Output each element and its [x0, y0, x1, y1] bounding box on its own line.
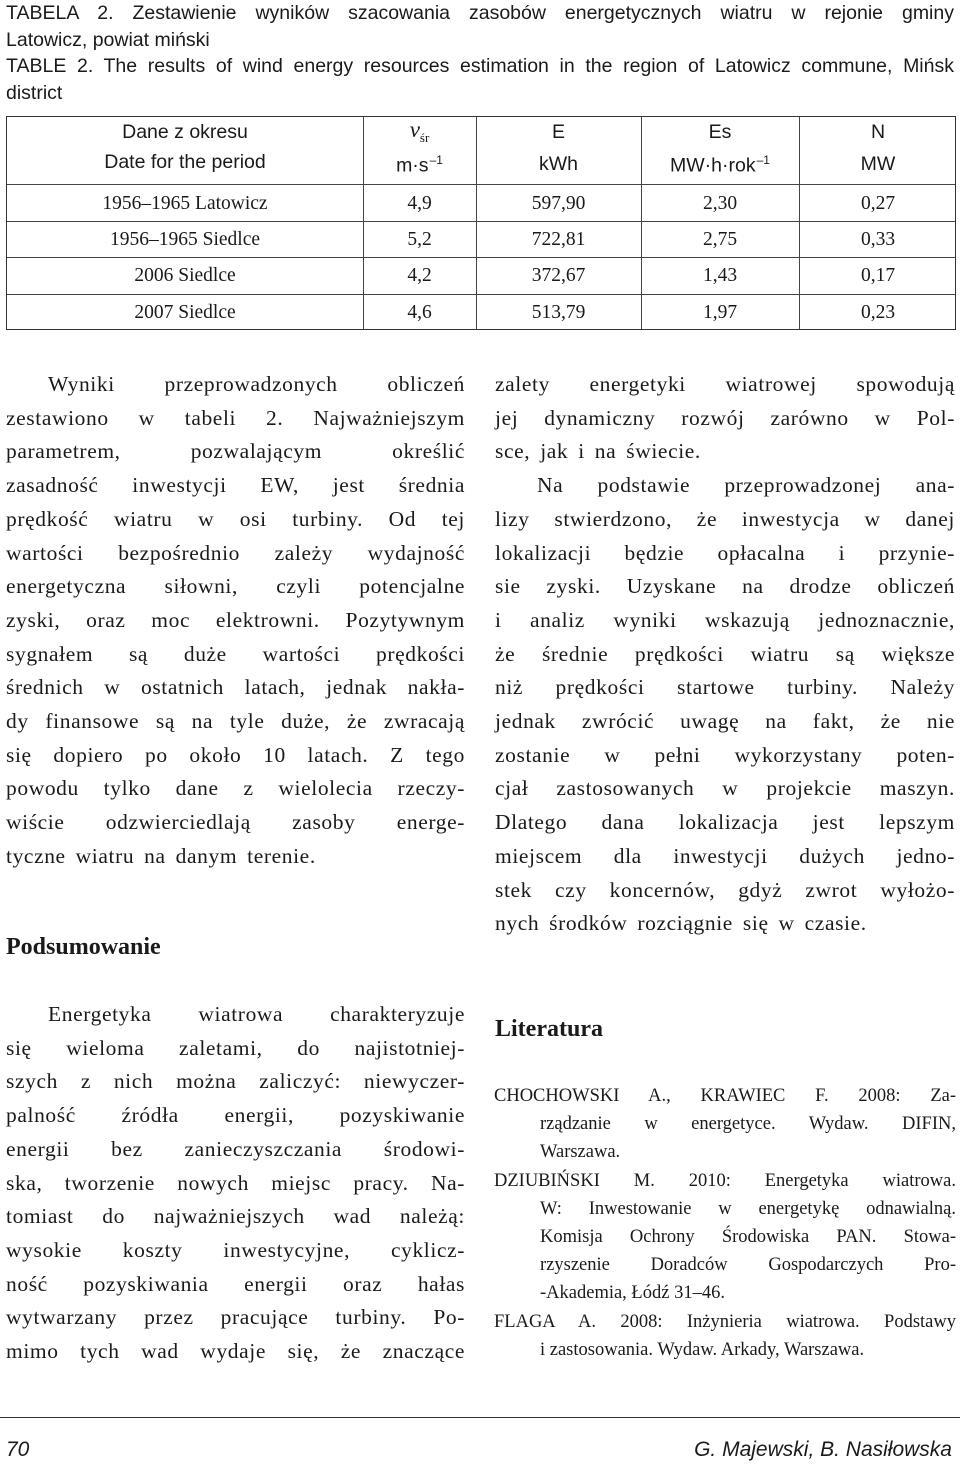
text-line: sce, jak i na świecie. [495, 439, 701, 464]
text-line: prędkość wiatru w osi turbiny. Od tej [6, 506, 465, 531]
table-divider [799, 117, 800, 329]
table-cell-es: 1,43 [702, 265, 738, 286]
table-cell-n: 0,27 [860, 193, 896, 214]
text-line: wartości bezpośrednio zależy wydajność [6, 540, 465, 565]
page-number: 70 [6, 1438, 30, 1461]
reference-item [494, 1308, 956, 1364]
header-e-unit: kWh [539, 153, 578, 175]
table-cell-n: 0,17 [860, 265, 896, 286]
table-cell-es: 2,75 [702, 229, 738, 250]
header-es: Es [708, 121, 732, 143]
text-line: powodu tylko dane z wielolecia rzeczy- [6, 776, 465, 801]
text-line: że średnie prędkości wiatru są większe [495, 641, 955, 666]
table-cell-e: 597,90 [531, 193, 586, 214]
table-divider [7, 257, 955, 258]
table-caption-en [6, 53, 954, 106]
reference-line: CHOCHOWSKI A., KRAWIEC F. 2008: Za- [494, 1086, 956, 1106]
table-cell-period: 2006 Siedlce [134, 265, 236, 286]
header-n: N [870, 121, 886, 143]
table-divider [7, 221, 955, 222]
text-line: sygnałem są duże wartości prędkości [6, 641, 465, 666]
text-line: energii bez zanieczyszczania środowi- [6, 1136, 465, 1161]
header-period-en: Date for the period [104, 151, 266, 173]
table-cell-e: 513,79 [531, 302, 586, 323]
text-line: tyczne wiatru na danym terenie. [6, 843, 316, 868]
header-v: $v_{śr}$ [409, 117, 430, 145]
right-column-paragraph [495, 368, 955, 941]
table-cell-v: 5,2 [407, 229, 432, 250]
reference-line: Warszawa. [540, 1142, 621, 1163]
summary-paragraph [6, 998, 465, 1369]
footer-authors: G. Majewski, B. Nasiłowska [694, 1438, 952, 1461]
text-line: się dopiero po około 10 latach. Z tego [6, 742, 465, 767]
left-column-paragraph [6, 368, 465, 874]
table-divider [476, 117, 477, 329]
text-line: wysokie koszty inwestycyjne, cyklicz- [6, 1237, 465, 1262]
table-cell-e: 722,81 [531, 229, 586, 250]
table-cell-period: 1956–1965 Siedlce [109, 229, 261, 250]
table-divider [7, 184, 955, 185]
reference-list [494, 1082, 956, 1364]
text-line: parametrem, pozwalającym określić [6, 439, 465, 464]
text-line: lizy stwierdzono, że inwestycja w danej [495, 506, 955, 531]
text-line: szych z nich można zaliczyć: niewyczer- [6, 1069, 465, 1094]
text-line: sie zyski. Uzyskane na drodze obliczeń [495, 574, 955, 599]
table-cell-period: 1956–1965 Latowicz [102, 193, 268, 214]
reference-item [494, 1167, 956, 1308]
header-v-unit: $m\cdot s^{-1}$ [396, 153, 443, 177]
text-line: Dlatego dana lokalizacja jest lepszym [495, 810, 955, 835]
text-line: zostanie w pełni wykorzystany poten- [495, 742, 955, 767]
text-line: wiście odzwierciedlają zasoby energe- [6, 810, 465, 835]
text-line: średnich w ostatnich latach, jednak nakła- [6, 675, 465, 700]
table-cell-v: 4,6 [407, 302, 432, 323]
text-line: palność źródła energii, pozyskiwanie [6, 1103, 465, 1128]
reference-item [494, 1082, 956, 1167]
table-cell-n: 0,23 [860, 302, 896, 323]
reference-line: DZIUBIŃSKI M. 2010: Energetyka wiatrowa. [494, 1170, 956, 1191]
table-cell-period: 2007 Siedlce [134, 302, 236, 323]
header-e: E [551, 121, 565, 143]
text-line: Wyniki przeprowadzonych obliczeń [48, 372, 465, 396]
table-cell-n: 0,33 [860, 229, 896, 250]
reference-line: FLAGA A. 2008: Inżynieria wiatrowa. Podstawy [494, 1311, 956, 1332]
text-line: wytwarzany przez pracujące turbiny. Po- [6, 1305, 465, 1330]
caption-line: TABLE 2. The results of wind energy resources estimation in the region of Latowicz commune, Mińsk [6, 55, 954, 77]
table-divider [363, 117, 364, 329]
text-line: nych środków rozciągnie się w czasie. [495, 911, 867, 936]
text-line: energetyczna siłowni, czyli potencjalne [6, 574, 465, 599]
text-line: dy finansowe są na tyle duże, że zwracają [6, 709, 465, 734]
footer-rule [0, 1417, 960, 1418]
header-n-unit: MW [860, 153, 896, 175]
results-table [6, 116, 956, 330]
caption-line: TABELA 2. Zestawienie wyników szacowania zasobów energetycznych wiatru w rejonie gminy [6, 2, 954, 24]
table-divider [7, 294, 955, 295]
reference-line: Komisja Ochrony Środowiska PAN. Stowa- [540, 1227, 956, 1248]
text-line: cjał zastosowanych w projekcie maszyn. [495, 776, 955, 801]
text-line: miejscem dla inwestycji dużych jedno- [495, 843, 955, 868]
text-line: ska, tworzenie nowych miejsc pracy. Na- [6, 1170, 465, 1195]
caption-line: district [6, 81, 63, 104]
reference-line: rzyszenie Doradców Gospodarczych Pro- [540, 1255, 956, 1276]
reference-line: -Akademia, Łódź 31–46. [540, 1283, 725, 1304]
table-cell-v: 4,9 [407, 193, 432, 214]
reference-line: rządzanie w energetyce. Wydaw. DIFIN, [540, 1114, 956, 1135]
header-period-pl: Dane z okresu [122, 121, 248, 143]
table-cell-e: 372,67 [531, 265, 586, 286]
heading-podsumowanie: Podsumowanie [6, 934, 161, 960]
table-divider [641, 117, 642, 329]
text-line: mimo tych wad wydaje się, że znaczące [6, 1339, 465, 1364]
text-line: stek czy koncernów, gdyż zwrot wyłożo- [495, 877, 955, 902]
text-line: tomiast do najważniejszych wad należą: [6, 1204, 465, 1229]
header-es-unit: MW·h·rok$^{-1}$ [670, 153, 770, 177]
table-cell-es: 2,30 [702, 193, 738, 214]
text-line: się wieloma zaletami, do najistotniej- [6, 1035, 465, 1060]
table-caption-pl [6, 0, 954, 53]
text-line: jej dynamiczny rozwój zarówno w Pol- [495, 405, 955, 430]
text-line: niż prędkości startowe turbiny. Należy [495, 675, 955, 700]
text-line: ność pozyskiwania energii oraz hałas [6, 1271, 465, 1296]
reference-line: W: Inwestowanie w energetykę odnawialną. [540, 1198, 956, 1219]
text-line: zalety energetyki wiatrowej spowodują [495, 372, 955, 396]
text-line: zestawiono w tabeli 2. Najważniejszym [6, 405, 465, 430]
text-line: zasadność inwestycji EW, jest średnia [6, 473, 465, 498]
text-line: zyski, oraz moc elektrowni. Pozytywnym [6, 607, 465, 632]
reference-line: i zastosowania. Wydaw. Arkady, Warszawa. [540, 1339, 865, 1360]
text-line: Na podstawie przeprowadzonej ana- [537, 473, 955, 498]
table-cell-es: 1,97 [702, 302, 738, 323]
text-line: Energetyka wiatrowa charakteryzuje [48, 1002, 465, 1026]
caption-line: Latowicz, powiat miński [6, 28, 210, 51]
heading-literatura: Literatura [495, 1016, 603, 1042]
text-line: i analiz wyniki wskazują jednoznacznie, [495, 607, 955, 632]
text-line: jednak zwrócić uwagę na fakt, że nie [495, 709, 955, 734]
text-line: lokalizacji będzie opłacalna i przynie- [495, 540, 955, 565]
table-cell-v: 4,2 [407, 265, 432, 286]
